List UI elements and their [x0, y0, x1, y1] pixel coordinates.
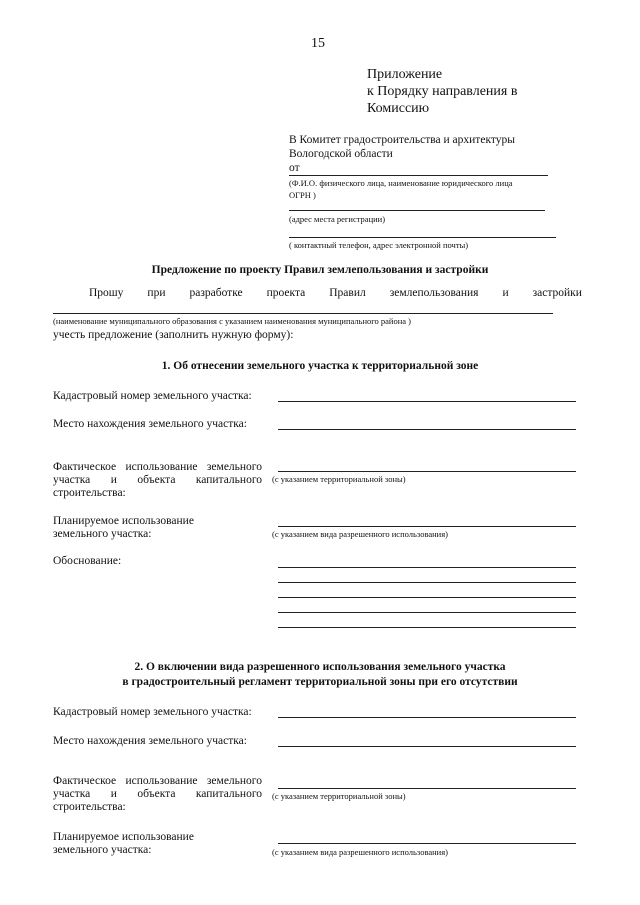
- from-field-line[interactable]: [289, 175, 548, 176]
- s1-justification-line-1[interactable]: [278, 567, 576, 568]
- appendix-line-1: Приложение: [367, 67, 443, 82]
- s1-actual-use-line[interactable]: [278, 471, 576, 472]
- document-title: Предложение по проекту Правил землепользования и застройки: [151, 264, 489, 276]
- section2-title-1: 2. О включении вида разрешенного использования земельного участка: [134, 661, 506, 673]
- s1-cadastral-label: Кадастровый номер земельного участка:: [53, 390, 252, 402]
- intro-continuation: учесть предложение (заполнить нужную форму):: [53, 329, 294, 341]
- from-hint-1: (Ф.И.О. физического лица, наименование юридического лица: [289, 178, 513, 188]
- s1-planned-use-2: земельного участка:: [53, 528, 152, 540]
- s2-actual-use-3: строительства:: [53, 801, 126, 813]
- s1-planned-use-1: Планируемое использование: [53, 515, 194, 527]
- section2-title-2: в градостроительный регламент территориальной зоны при его отсутствии: [122, 676, 518, 688]
- s1-justification-line-3[interactable]: [278, 597, 576, 598]
- s2-cadastral-label: Кадастровый номер земельного участка:: [53, 706, 252, 718]
- address-hint: (адрес места регистрации): [289, 214, 386, 224]
- s2-planned-use-line[interactable]: [278, 843, 576, 844]
- s1-location-label: Место нахождения земельного участка:: [53, 418, 247, 430]
- s1-location-line[interactable]: [278, 429, 576, 430]
- s1-actual-use-hint: (с указанием территориальной зоны): [272, 474, 406, 484]
- s2-actual-use-line[interactable]: [278, 788, 576, 789]
- intro-word: землепользования: [389, 287, 479, 299]
- municipality-field-line[interactable]: [53, 313, 553, 314]
- intro-line: [89, 287, 582, 299]
- s2-location-line[interactable]: [278, 746, 576, 747]
- s2-planned-use-2: земельного участка:: [53, 844, 152, 856]
- from-label: от: [289, 162, 300, 174]
- intro-word: Прошу: [89, 287, 124, 299]
- section1-title: 1. Об отнесении земельного участка к территориальной зоне: [161, 360, 479, 372]
- from-field-line-2[interactable]: [289, 210, 545, 211]
- s2-location-label: Место нахождения земельного участка:: [53, 735, 247, 747]
- page-number: 15: [311, 36, 325, 51]
- addressee-line-1: В Комитет градостроительства и архитектуры: [289, 134, 515, 146]
- s2-planned-use-hint: (с указанием вида разрешенного использования): [272, 847, 448, 857]
- s2-actual-use-2: участка и объекта капитального: [53, 788, 262, 800]
- addressee-line-2: Вологодской области: [289, 148, 393, 160]
- intro-word: и: [502, 287, 509, 299]
- appendix-line-3: Комиссию: [367, 101, 430, 116]
- s2-planned-use-1: Планируемое использование: [53, 831, 194, 843]
- municipality-hint: (наименование муниципального образования с указанием наименования муниципального района ): [53, 316, 412, 326]
- contacts-hint: ( контактный телефон, адрес электронной почты): [289, 240, 469, 250]
- s1-justification-line-2[interactable]: [278, 582, 576, 583]
- intro-word: застройки: [532, 287, 582, 299]
- intro-word: Правил: [329, 287, 366, 299]
- s2-cadastral-line[interactable]: [278, 717, 576, 718]
- s1-justification-line-5[interactable]: [278, 627, 576, 628]
- from-hint-2: ОГРН ): [289, 190, 316, 200]
- appendix-line-2: к Порядку направления в: [367, 84, 518, 99]
- s1-planned-use-line[interactable]: [278, 526, 576, 527]
- s1-actual-use-2: участка и объекта капитального: [53, 474, 262, 486]
- s1-cadastral-line[interactable]: [278, 401, 576, 402]
- s2-actual-use-1: Фактическое использование земельного: [53, 775, 262, 787]
- intro-word: разработке: [189, 287, 243, 299]
- s1-actual-use-3: строительства:: [53, 487, 126, 499]
- intro-word: при: [147, 287, 166, 299]
- s1-justification-line-4[interactable]: [278, 612, 576, 613]
- s2-actual-use-hint: (с указанием территориальной зоны): [272, 791, 406, 801]
- s1-actual-use-1: Фактическое использование земельного: [53, 461, 262, 473]
- intro-word: проекта: [266, 287, 306, 299]
- contacts-field-line[interactable]: [289, 237, 556, 238]
- s1-justification-label: Обоснование:: [53, 555, 122, 567]
- s1-planned-use-hint: (с указанием вида разрешенного использования): [272, 529, 448, 539]
